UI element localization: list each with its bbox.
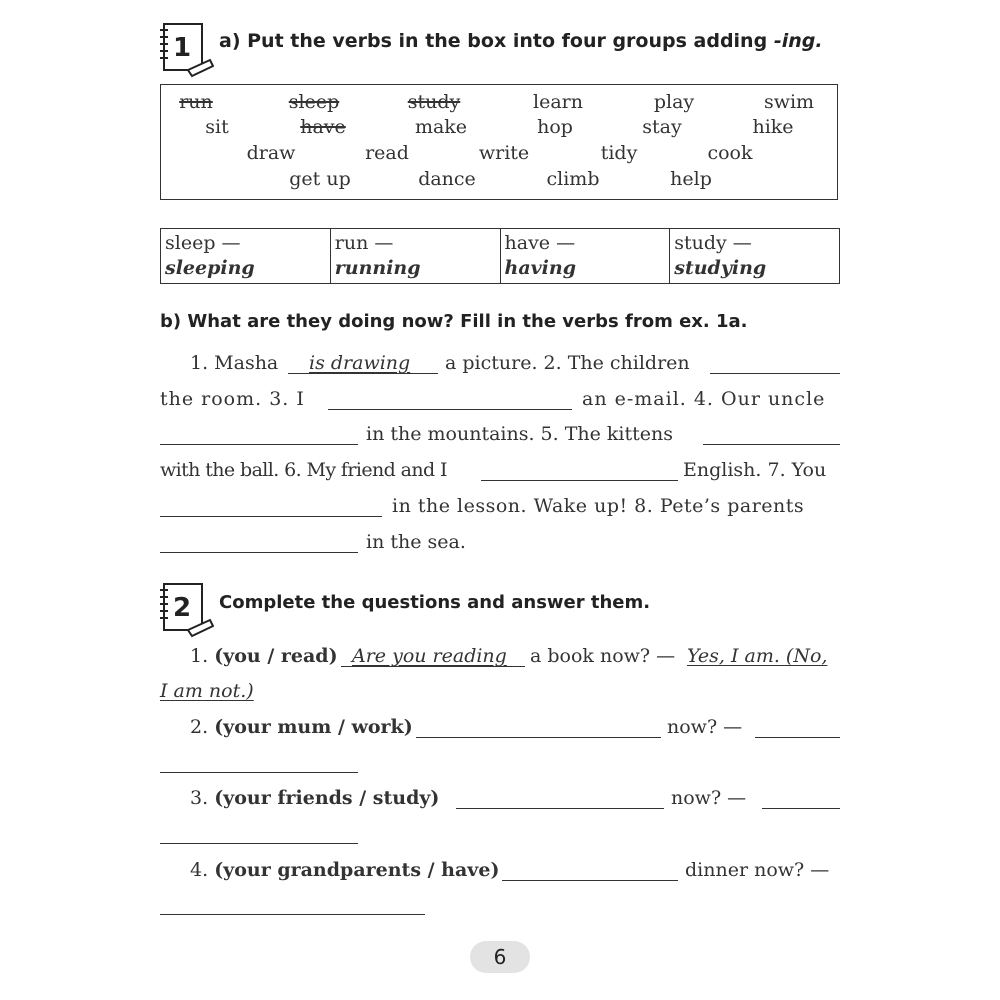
verb-box-word: read [365, 142, 409, 164]
blank-6[interactable] [481, 480, 678, 481]
question-2-tail: now? — [667, 716, 743, 738]
question-3 [190, 787, 439, 809]
question-2 [190, 716, 413, 738]
question-4-tail: dinner now? — [685, 859, 830, 881]
group-verb: study — [674, 232, 752, 254]
verb-box-word: hop [537, 116, 573, 138]
verb-box [160, 84, 838, 200]
q2-answer-blank[interactable] [755, 737, 840, 738]
sentence-1-start: 1. Masha [190, 352, 279, 374]
sentence-4-end: in the mountains. 5. The kittens [366, 423, 673, 445]
verb-box-word: make [414, 116, 468, 138]
exercise-2-notebook-icon [158, 580, 214, 638]
q4-answer-blank[interactable] [160, 914, 425, 915]
blank-7[interactable] [160, 516, 382, 517]
verb-box-word: have [300, 116, 346, 138]
group-ing-form: studying [674, 257, 767, 279]
question-1-response: Yes, I am. (No, [687, 645, 828, 667]
question-1-prompt: (you / read) [214, 645, 338, 667]
exercise-2-number: 2 [172, 593, 192, 623]
question-2-number: 2. [190, 716, 209, 738]
question-4 [190, 859, 499, 881]
blank-5[interactable] [703, 444, 840, 445]
q3-answer-blank-2[interactable] [160, 843, 358, 844]
verb-box-word: dance [418, 168, 476, 190]
sentence-1-answer: is drawing [309, 352, 411, 374]
blank-8[interactable] [160, 552, 358, 553]
group-cell-3 [501, 229, 671, 283]
sentence-3-end: an e-mail. 4. Our uncle [582, 388, 826, 410]
question-1-number: 1. [190, 645, 209, 667]
verb-box-word: swim [763, 91, 815, 113]
verb-box-word: get up [289, 168, 351, 190]
blank-2[interactable] [710, 373, 840, 374]
verb-box-word: stay [642, 116, 682, 138]
q4-blank[interactable] [502, 880, 678, 881]
verb-box-word: tidy [600, 142, 638, 164]
question-3-number: 3. [190, 787, 209, 809]
verb-box-word: write [478, 142, 530, 164]
verb-box-word: hike [752, 116, 794, 138]
verb-box-word: learn [533, 91, 583, 113]
exercise-2-title: Complete the questions and answer them. [219, 592, 651, 613]
question-1-response-cont: I am not.) [160, 680, 254, 702]
verb-box-word: climb [546, 168, 600, 190]
group-verb: sleep — [165, 232, 241, 254]
verb-box-word: run [179, 91, 213, 113]
group-ing-form: sleeping [165, 257, 255, 279]
sentence-1-end: a picture. 2. The children [445, 352, 690, 374]
group-verb: run — [334, 232, 394, 254]
q1-blank[interactable] [341, 666, 525, 667]
question-4-prompt: (your grandparents / have) [214, 859, 500, 881]
blank-1[interactable] [288, 373, 438, 374]
verb-box-word: play [653, 91, 695, 113]
exercise-1b-title: b) What are they doing now? Fill in the verbs from ex. 1a. [160, 311, 748, 332]
sentence-6-end: English. 7. You [683, 459, 827, 481]
exercise-1-notebook-icon [158, 20, 214, 78]
verb-box-word: draw [246, 142, 296, 164]
question-3-prompt: (your friends / study) [214, 787, 440, 809]
exercise-1a-title-ing: -ing. [773, 30, 823, 52]
exercise-1a-title [219, 30, 823, 52]
q2-blank[interactable] [416, 737, 661, 738]
question-1-answer-fill: Are you reading [352, 645, 507, 667]
group-verb: have — [504, 232, 576, 254]
question-3-tail: now? — [671, 787, 747, 809]
verb-box-word: sit [205, 116, 229, 138]
sentence-2-start: the room. 3. I [160, 388, 305, 410]
question-4-number: 4. [190, 859, 209, 881]
verb-groups-table [160, 228, 840, 284]
blank-3[interactable] [328, 409, 572, 410]
sentence-8-end: in the sea. [366, 531, 466, 553]
question-1 [190, 645, 338, 667]
verb-box-word: cook [707, 142, 753, 164]
group-cell-2 [331, 229, 501, 283]
q3-blank[interactable] [456, 808, 664, 809]
verb-box-word: sleep [288, 91, 340, 113]
q3-answer-blank[interactable] [762, 808, 840, 809]
group-ing-form: running [334, 257, 421, 279]
blank-4[interactable] [160, 444, 358, 445]
page-number: 6 [470, 941, 530, 973]
sentence-7-end: in the lesson. Wake up! 8. Pete’s parents [392, 495, 805, 517]
question-1-middle: a book now? — [530, 645, 676, 667]
question-2-prompt: (your mum / work) [214, 716, 413, 738]
group-ing-form: having [504, 257, 576, 279]
exercise-1-number: 1 [172, 33, 192, 63]
group-cell-1 [161, 229, 331, 283]
verb-box-word: study [407, 91, 461, 113]
sentence-5-end: with the ball. 6. My friend and I [160, 459, 447, 481]
group-cell-4 [670, 229, 839, 283]
verb-box-word: help [670, 168, 712, 190]
q2-answer-blank-2[interactable] [160, 772, 358, 773]
exercise-1a-title-text: a) Put the verbs in the box into four groups adding [219, 30, 774, 52]
